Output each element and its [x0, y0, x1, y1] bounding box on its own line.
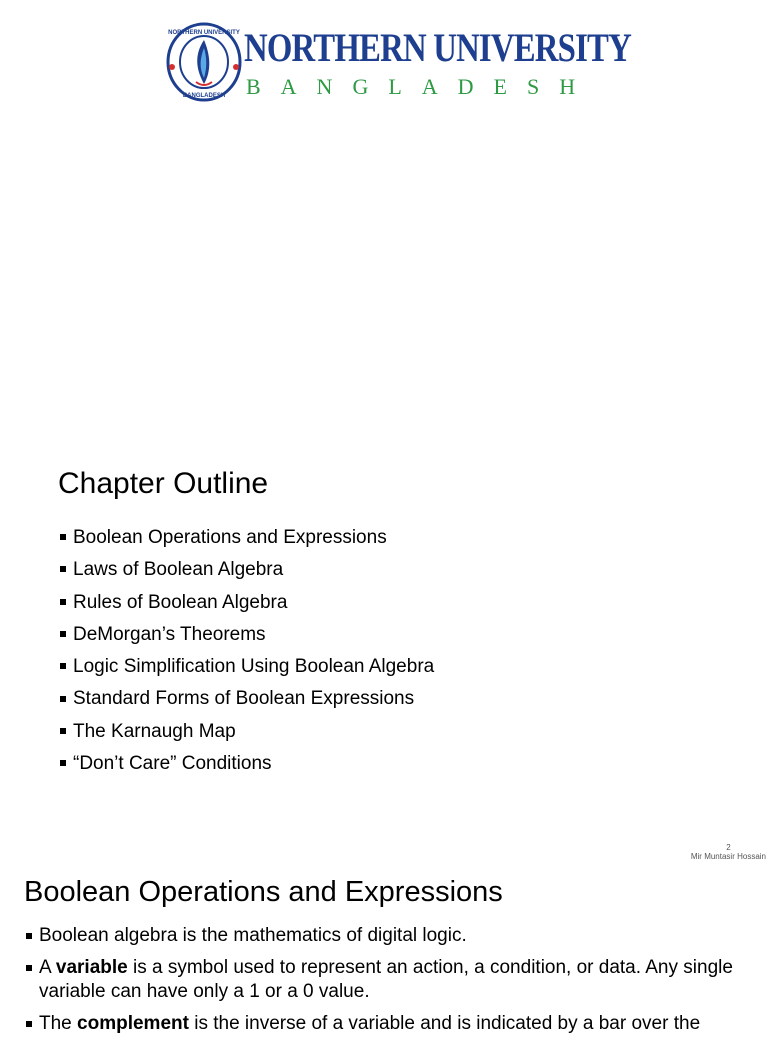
seal-top-text: NORTHERN UNIVERSITY — [168, 30, 240, 36]
seal-bottom-text: BANGLADESH — [182, 93, 226, 99]
outline-item — [60, 554, 434, 586]
square-bullet-icon — [26, 1021, 32, 1027]
chapter-outline-title: Chapter Outline — [58, 467, 269, 500]
square-bullet-icon — [26, 933, 32, 939]
outline-item-label: DeMorgan’s Theorems — [73, 623, 266, 645]
university-name: NORTHERN UNIVERSITY — [244, 25, 631, 70]
bullet-text — [39, 1012, 750, 1036]
section-bullet-list — [26, 924, 750, 1044]
outline-item-label: Boolean Operations and Expressions — [73, 527, 387, 548]
bullet-text: Boolean algebra is the mathematics of digital logic. — [39, 925, 467, 946]
bullet-prefix: A — [39, 957, 56, 978]
bullet-term: variable — [55, 957, 128, 978]
section-title: Boolean Operations and Expressions — [24, 876, 503, 908]
bullet-item — [26, 1012, 750, 1036]
outline-item — [60, 716, 434, 748]
square-bullet-icon — [60, 728, 66, 734]
square-bullet-icon — [60, 534, 66, 540]
square-bullet-icon — [60, 760, 66, 766]
author-name: Mir Muntasir Hossain — [690, 852, 766, 861]
bullet-definition: is a symbol used to represent an action, a condition, or data. Any single variable can have only a 1 or a 0 value. — [39, 957, 733, 1002]
outline-item-label: The Karnaugh Map — [73, 720, 236, 742]
bullet-term: complement — [77, 1013, 189, 1034]
university-logo — [166, 22, 631, 104]
outline-item — [60, 587, 434, 619]
outline-item-label: Laws of Boolean Algebra — [73, 559, 284, 581]
university-country: BANGLADESH — [246, 74, 596, 99]
outline-item-label: Logic Simplification Using Boolean Algebra — [73, 656, 435, 678]
outline-item-label: “Don’t Care” Conditions — [73, 753, 272, 775]
bullet-definition: is the inverse of a variable and is indicated by a bar over the — [188, 1013, 701, 1034]
square-bullet-icon — [60, 663, 66, 669]
bullet-item — [26, 924, 750, 948]
university-seal-icon — [166, 22, 242, 102]
square-bullet-icon — [60, 696, 66, 702]
square-bullet-icon — [60, 599, 66, 605]
square-bullet-icon — [60, 566, 66, 572]
chapter-outline-list — [60, 522, 434, 780]
outline-item — [60, 522, 434, 554]
square-bullet-icon — [60, 631, 66, 637]
page-number: 2 — [726, 843, 731, 852]
outline-item — [60, 619, 434, 651]
outline-item-label: Standard Forms of Boolean Expressions — [73, 688, 415, 710]
outline-item — [60, 651, 434, 683]
square-bullet-icon — [26, 965, 32, 971]
outline-item-label: Rules of Boolean Algebra — [73, 591, 288, 613]
bullet-text — [39, 956, 750, 1004]
outline-item — [60, 748, 434, 780]
outline-item — [60, 683, 434, 715]
bullet-prefix: The — [39, 1013, 78, 1034]
slide-footer — [691, 843, 766, 861]
bullet-item — [26, 956, 750, 1004]
